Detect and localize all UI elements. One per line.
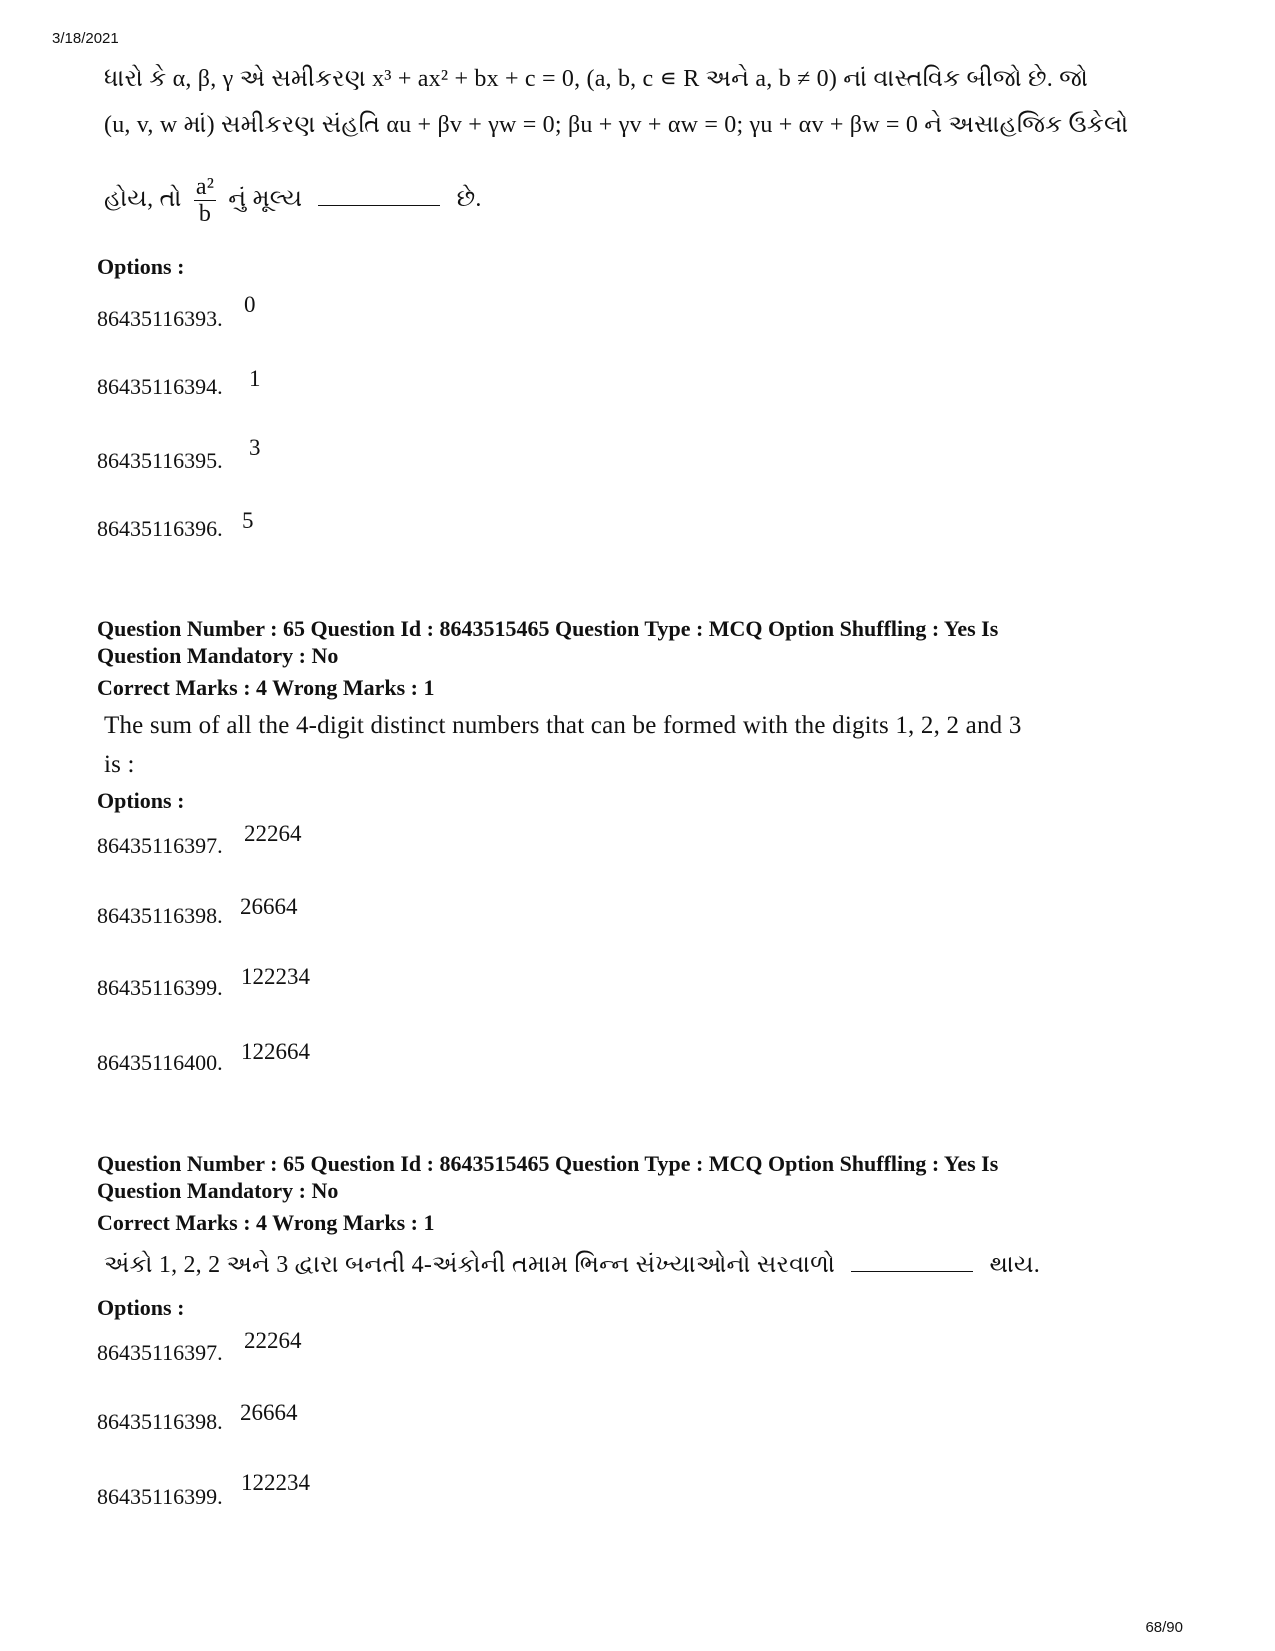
q65-text-line2: is : (104, 751, 135, 778)
q64-text-line1: ધારો કે α, β, γ એ સમીકરણ x³ + ax² + bx + c = 0, (a, b, c ∊ R અને a, b ≠ 0) નાં વાસ્તવિક બીજો છે. જો (104, 66, 1089, 92)
q65-gu-option-value: 26664 (240, 1400, 298, 1425)
q65-text-line1: The sum of all the 4-digit distinct numbers that can be formed with the digits 1, 2, 2 and 3 (104, 712, 1022, 739)
q64-line3-pre: હોય, તો (104, 186, 182, 213)
q65-meta-line1: Question Number : 65 Question Id : 8643515465 Question Type : MCQ Option Shuffling : Yes Is (97, 616, 999, 641)
q64-option-value: 0 (244, 292, 256, 317)
fraction-denominator: b (198, 201, 212, 227)
q65-gu-text-pre: અંકો 1, 2, 2 અને 3 દ્વારા બનતી 4-અંકોની તમામ ભિન્ન સંખ્યાઓનો સરવાળો (104, 1252, 836, 1278)
q64-option-id: 86435116393. (97, 306, 223, 331)
q65-gu-text-post: થાય. (989, 1252, 1040, 1278)
q65-option-value: 122234 (241, 964, 310, 989)
q64-line3-post: છે. (456, 186, 482, 213)
q65-option-id: 86435116397. (97, 833, 223, 858)
q65-option-id: 86435116400. (97, 1050, 223, 1075)
q65-gu-option-id: 86435116399. (97, 1484, 223, 1509)
answer-blank (851, 1271, 973, 1272)
q65-option-id: 86435116399. (97, 975, 223, 1000)
q65-marks: Correct Marks : 4 Wrong Marks : 1 (97, 675, 435, 700)
q65-option-value: 122664 (241, 1039, 310, 1064)
q65-gu-meta-line1: Question Number : 65 Question Id : 8643515465 Question Type : MCQ Option Shuffling : Yes Is (97, 1151, 999, 1176)
q64-options-label: Options : (97, 254, 185, 279)
q64-option-value: 1 (249, 366, 261, 391)
q65-options-label: Options : (97, 788, 185, 813)
print-date: 3/18/2021 (52, 30, 119, 47)
q65-gu-options-label: Options : (97, 1295, 185, 1320)
q64-text-line2: (u, v, w માં) સમીકરણ સંહતિ αu + βv + γw = 0; βu + γv + αw = 0; γu + αv + βw = 0 ને અસાહજિક ઉકેલો (104, 112, 1129, 138)
q65-meta-line2: Question Mandatory : No (97, 643, 339, 668)
q65-gu-option-value: 22264 (244, 1328, 302, 1353)
page-number: 68/90 (1145, 1619, 1183, 1636)
answer-blank (318, 205, 440, 206)
q65-option-value: 22264 (244, 821, 302, 846)
fraction-a2-over-b (194, 174, 216, 227)
q65-gu-marks: Correct Marks : 4 Wrong Marks : 1 (97, 1210, 435, 1235)
q64-option-id: 86435116396. (97, 516, 223, 541)
q64-text-line3 (104, 174, 482, 227)
q64-option-value: 3 (249, 435, 261, 460)
q65-gu-option-value: 122234 (241, 1470, 310, 1495)
q64-option-value: 5 (242, 508, 254, 533)
q65-gu-meta-line2: Question Mandatory : No (97, 1178, 339, 1203)
q65-gu-option-id: 86435116398. (97, 1409, 223, 1434)
q65-gu-text (104, 1252, 1040, 1279)
q64-option-id: 86435116394. (97, 374, 223, 399)
q65-option-id: 86435116398. (97, 903, 223, 928)
q64-option-id: 86435116395. (97, 448, 223, 473)
q65-gu-option-id: 86435116397. (97, 1340, 223, 1365)
q64-line3-mid: નું મૂલ્ય (228, 186, 303, 213)
q65-option-value: 26664 (240, 894, 298, 919)
fraction-numerator: a² (195, 174, 215, 200)
